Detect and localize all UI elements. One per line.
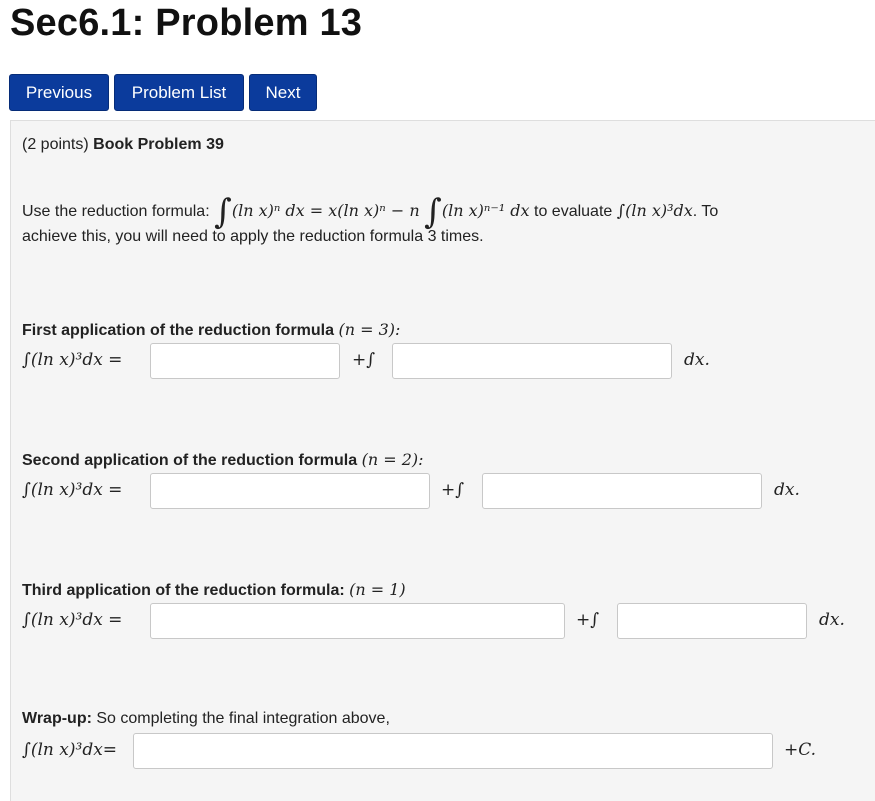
section-2-answer-2[interactable] [482,473,762,509]
next-button[interactable]: Next [249,74,317,111]
problem-panel [10,120,875,801]
section-2-plus-integral: +∫ [441,480,465,500]
integral-sign-icon: ∫ [214,192,232,232]
formula-lhs: (ln x)ⁿ dx = x(ln x)ⁿ − n [231,201,420,220]
intro-suffix: . To [692,203,719,220]
section-1-answer-2[interactable] [392,343,672,379]
section-3-lhs: ∫(ln x)³dx = [22,610,123,630]
section-2-lhs: ∫(ln x)³dx = [22,480,123,500]
book-problem-label: Book Problem 39 [93,136,224,153]
points-label: (2 points) [22,136,89,153]
section-2-dx: dx. [774,480,800,500]
section-1-answer-1[interactable] [150,343,340,379]
section-3-answer-2[interactable] [617,603,807,639]
problem-list-button[interactable]: Problem List [114,74,244,111]
wrapup-answer[interactable] [133,733,773,769]
target-integral: ∫(ln x)³dx [616,201,693,220]
problem-intro-line-2: achieve this, you will need to apply the reduction formula 3 times. [22,228,484,245]
to-evaluate-text: to evaluate [534,203,613,220]
problem-header [22,136,224,154]
section-3-label: Third application of the reduction formula: (n = 1) [22,580,406,599]
section-3-answer-1[interactable] [150,603,565,639]
wrapup-label: Wrap-up: So completing the final integration above, [22,710,390,727]
section-1-dx: dx. [684,350,710,370]
problem-intro-line [22,185,719,232]
formula-rhs: (ln x)ⁿ⁻¹ dx [441,201,530,220]
integral-sign-icon: ∫ [424,192,442,232]
section-1-label: First application of the reduction formula (n = 3): [22,320,401,339]
section-1-plus-integral: +∫ [352,350,376,370]
section-3-plus-integral: +∫ [576,610,600,630]
wrapup-plus-c: +C. [784,740,817,760]
intro-prefix: Use the reduction formula: [22,203,210,220]
section-3-dx: dx. [819,610,845,630]
section-2-label: Second application of the reduction formula (n = 2): [22,450,424,469]
section-1-lhs: ∫(ln x)³dx = [22,350,123,370]
section-2-answer-1[interactable] [150,473,430,509]
page-title: Sec6.1: Problem 13 [10,2,363,44]
wrapup-lhs: ∫(ln x)³dx= [22,740,118,760]
previous-button[interactable]: Previous [9,74,109,111]
